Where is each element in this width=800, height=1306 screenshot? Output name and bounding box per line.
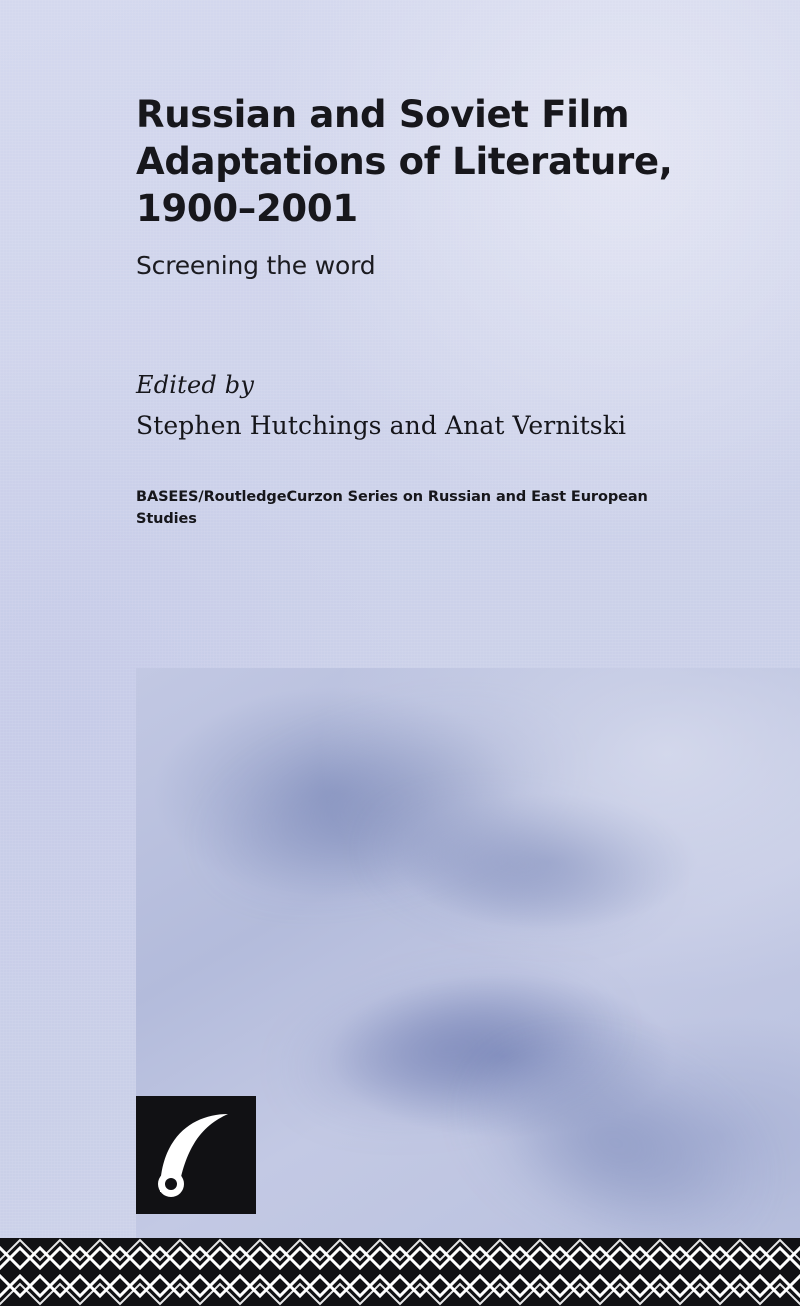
series-label: BASEES/RoutledgeCurzon Series on Russian and East European Studies — [136, 488, 648, 528]
decorative-zigzag-band — [0, 1238, 800, 1306]
subtitle: Screening the word — [136, 250, 376, 280]
editors-names: Stephen Hutchings and Anat Vernitski — [136, 410, 627, 440]
cover-text-block — [136, 92, 696, 531]
page-title: Russian and Soviet Film Adaptations of Literature, 1900–2001 — [136, 93, 673, 230]
routledge-logo — [136, 1096, 256, 1214]
edited-by-label: Edited by — [136, 370, 255, 399]
